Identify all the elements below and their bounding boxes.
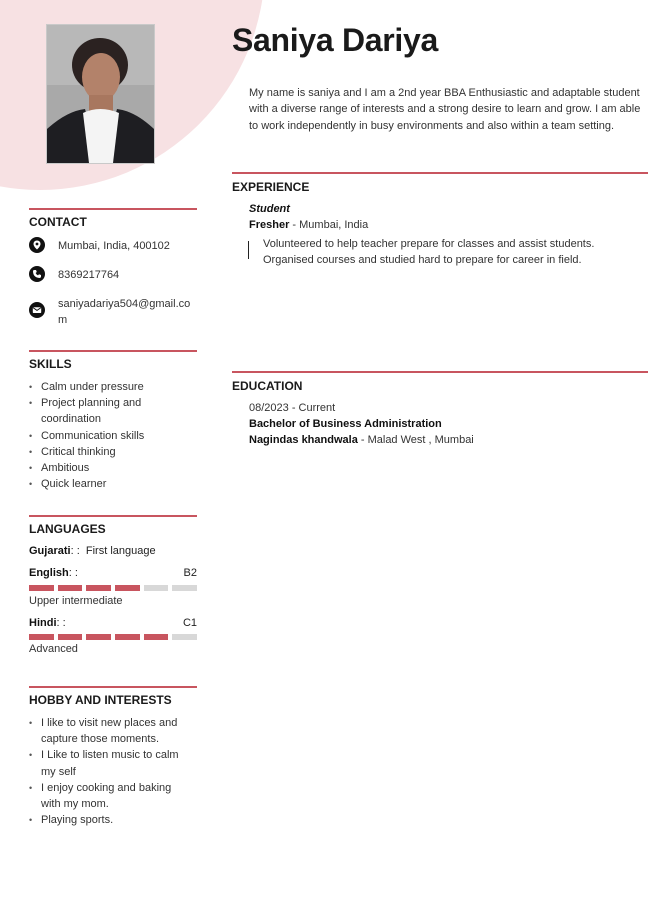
- experience-bullet: Volunteered to help teacher prepare for classes and assist students.: [263, 238, 595, 250]
- proficiency-segment: [29, 634, 54, 640]
- hobby-item: • I like to visit new places and capture those moments.: [29, 715, 199, 747]
- contact-email: [29, 295, 199, 329]
- skill-item: • Critical thinking: [29, 444, 199, 460]
- email-text[interactable]: saniyadariya504@gmail.co m: [58, 298, 191, 326]
- location-icon: [29, 237, 45, 253]
- english-proficiency-bar: [29, 585, 197, 591]
- english-level-code: B2: [183, 567, 197, 579]
- proficiency-segment: [172, 585, 197, 591]
- proficiency-segment: [58, 585, 83, 591]
- proficiency-segment: [29, 585, 54, 591]
- email-icon: [29, 302, 45, 318]
- experience-bullet-marker: [248, 241, 251, 259]
- phone-icon: [29, 266, 45, 282]
- skills-divider: [29, 350, 197, 352]
- proficiency-segment: [86, 634, 111, 640]
- hobbies-list: [29, 715, 199, 828]
- profile-summary: My name is saniya and I am a 2nd year BBA Enthusiastic and adaptable student with a diverse range of interests and a strong desire to learn and grow. I am able to work independently in busy environments and also within a team setting.: [249, 87, 641, 132]
- proficiency-segment: [86, 585, 111, 591]
- address-text: Mumbai, India, 400102: [58, 240, 170, 252]
- english-level-text: Upper intermediate: [29, 595, 123, 607]
- skill-item: • Ambitious: [29, 460, 199, 476]
- skill-item: • Communication skills: [29, 428, 199, 444]
- proficiency-segment: [172, 634, 197, 640]
- hobby-item: • I Like to listen music to calm my self: [29, 747, 199, 779]
- proficiency-segment: [144, 634, 169, 640]
- hobby-item: • I enjoy cooking and baking with my mom.: [29, 780, 199, 812]
- skill-item: • Calm under pressure: [29, 379, 199, 395]
- phone-text: 8369217764: [58, 269, 120, 281]
- hindi-proficiency-bar: [29, 634, 197, 640]
- proficiency-segment: [115, 634, 140, 640]
- languages-title: LANGUAGES: [29, 522, 106, 536]
- proficiency-segment: [58, 634, 83, 640]
- experience-position: Fresher - Mumbai, India: [249, 219, 369, 231]
- languages-divider: [29, 515, 197, 517]
- skills-list: [29, 379, 199, 492]
- education-divider: [232, 371, 648, 373]
- contact-title: CONTACT: [29, 215, 87, 229]
- skill-item: • Project planning and coordination: [29, 395, 199, 427]
- hindi-level-code: C1: [182, 617, 197, 629]
- hobbies-divider: [29, 686, 197, 688]
- profile-photo: [46, 24, 155, 164]
- experience-bullets: [263, 236, 594, 269]
- education-title: EDUCATION: [232, 379, 303, 393]
- education-dates: 08/2023 - Current: [249, 402, 336, 414]
- experience-title: EXPERIENCE: [232, 180, 310, 194]
- candidate-name: Saniya Dariya: [232, 22, 439, 58]
- contact-phone: [29, 266, 199, 284]
- hobbies-title: HOBBY AND INTERESTS: [29, 693, 172, 707]
- contact-address: [29, 237, 199, 255]
- experience-role: Student: [249, 203, 290, 215]
- hobby-item: • Playing sports.: [29, 812, 199, 828]
- language-english: English: :: [29, 567, 78, 579]
- hindi-level-text: Advanced: [29, 643, 78, 655]
- skill-item: • Quick learner: [29, 476, 199, 492]
- education-degree: Bachelor of Business Administration: [249, 418, 442, 430]
- education-school: Nagindas khandwala - Malad West , Mumbai: [249, 434, 474, 446]
- experience-divider: [232, 172, 648, 174]
- language-gujarati: Gujarati: : First language: [29, 545, 156, 557]
- experience-bullet: Organised courses and studied hard to prepare for career in field.: [263, 254, 582, 267]
- proficiency-segment: [115, 585, 140, 591]
- contact-divider: [29, 208, 197, 210]
- language-hindi: Hindi: :: [29, 617, 66, 629]
- proficiency-segment: [144, 585, 169, 591]
- skills-title: SKILLS: [29, 357, 72, 371]
